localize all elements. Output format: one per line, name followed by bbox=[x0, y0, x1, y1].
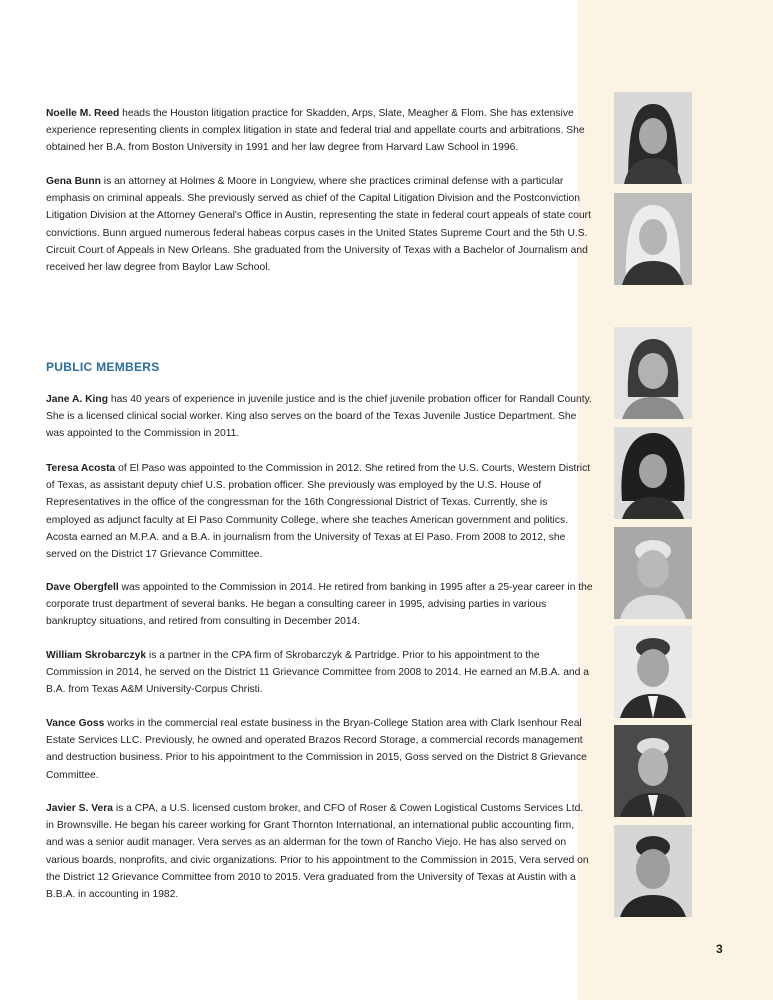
bio-text: of El Paso was appointed to the Commission in 2012. She retired from the U.S. Courts, Western District of Texas, as assistant deputy chief U.S. probation officer. She previously was employed by the U.S. House of Representatives in the office of the congressman for the 16th Congressional District of Texas. Currently, she is employed as adjunct faculty at El Paso Community College, where she teaches American government and politics. Acosta earned an M.P.A. and a B.A. in journalism from the University of Texas at El Paso. From 2008 to 2012, she served on the District 17 Grievance Committee. bbox=[46, 463, 591, 561]
bio-text: was appointed to the Commission in 2014. He retired from banking in 1995 after a 25-year career in the corporate trust department of several banks. He began a consulting career in 1995, advising parties in various bankruptcy situations, and retired from consulting in December 2014. bbox=[46, 582, 593, 628]
portrait-dave-obergfell bbox=[614, 527, 692, 619]
bio-name: Jane A. King bbox=[46, 394, 108, 405]
portrait-javier-vera bbox=[614, 825, 692, 917]
section-heading-public-members: PUBLIC MEMBERS bbox=[46, 360, 160, 374]
bio-name: Gena Bunn bbox=[46, 176, 101, 187]
portrait-gena-bunn bbox=[614, 193, 692, 285]
bio-text: heads the Houston litigation practice for Skadden, Arps, Slate, Meagher & Flom. She has extensive experience representing clients in complex litigation in state and federal trial and appellate courts and arbitrations. She obtained her B.A. from Boston University in 1991 and her law degree from Harvard Law School in 1996. bbox=[46, 108, 585, 154]
portrait-jane-king bbox=[614, 327, 692, 419]
portrait-teresa-acosta bbox=[614, 427, 692, 519]
bio-text: is a CPA, a U.S. licensed custom broker, and CFO of Roser & Cowen Logistical Customs Services Ltd. in Brownsville. He began his career working for Grant Thornton International, an international public accounting firm, and was a senior audit manager. Vera serves as an alderman for the town of Rancho Viejo. He has also served on various boards, nonprofits, and civic organizations. Prior to his appointment to the Commission in 2015, Vera served on the District 12 Grievance Committee from 2010 to 2015. Vera graduated from the University of Texas at Austin with a B.B.A. in accounting in 1982. bbox=[46, 803, 589, 901]
bio-vance-goss bbox=[46, 715, 594, 784]
page-number: 3 bbox=[716, 942, 723, 956]
bio-name: Javier S. Vera bbox=[46, 803, 113, 814]
bio-name: Noelle M. Reed bbox=[46, 108, 120, 119]
portrait-vance-goss bbox=[614, 725, 692, 817]
bio-javier-vera bbox=[46, 800, 594, 903]
bio-name: Teresa Acosta bbox=[46, 463, 116, 474]
bio-name: Vance Goss bbox=[46, 718, 105, 729]
bio-gena-bunn bbox=[46, 173, 594, 276]
bio-text: works in the commercial real estate business in the Bryan-College Station area with Clark Isenhour Real Estate Services LLC. Previously, he owned and operated Brazos Record Storage, a commercial records management and destruction business. Prior to his appointment to the Commission in 2015, Goss served on the District 8 Grievance Committee. bbox=[46, 718, 587, 781]
bio-noelle-reed bbox=[46, 105, 594, 157]
bio-name: William Skrobarczyk bbox=[46, 650, 147, 661]
bio-dave-obergfell bbox=[46, 579, 594, 631]
bio-name: Dave Obergfell bbox=[46, 582, 119, 593]
bio-text: has 40 years of experience in juvenile justice and is the chief juvenile probation officer for Randall County. She is a licensed clinical social worker. King also serves on the board of the Texas Juvenile Justice Department. She was appointed to the Commission in 2011. bbox=[46, 394, 592, 440]
bio-text: is a partner in the CPA firm of Skrobarczyk & Partridge. Prior to his appointment to the Commission in 2014, he served on the District 11 Grievance Committee from 2008 to 2014. He earned an M.B.A. and a B.A. from Texas A&M University-Corpus Christi. bbox=[46, 650, 589, 696]
bio-william-skrobarczyk bbox=[46, 647, 594, 699]
bio-jane-king bbox=[46, 391, 594, 443]
portrait-william-skrobarczyk bbox=[614, 626, 692, 718]
bio-text: is an attorney at Holmes & Moore in Longview, where she practices criminal defense with a particular emphasis on criminal appeals. She previously served as chief of the Capital Litigation Division and the Postconviction Litigation Division at the Attorney General's Office in Austin, representing the state in federal court appeals of state court convictions. Bunn argued numerous federal habeas corpus cases in the United States Supreme Court and the 5th U.S. Circuit Court of Appeals in New Orleans. She graduated from the University of Texas with a Bachelor of Journalism and received her law degree from Baylor Law School. bbox=[46, 176, 591, 274]
portrait-noelle-reed bbox=[614, 92, 692, 184]
bio-teresa-acosta bbox=[46, 460, 594, 563]
